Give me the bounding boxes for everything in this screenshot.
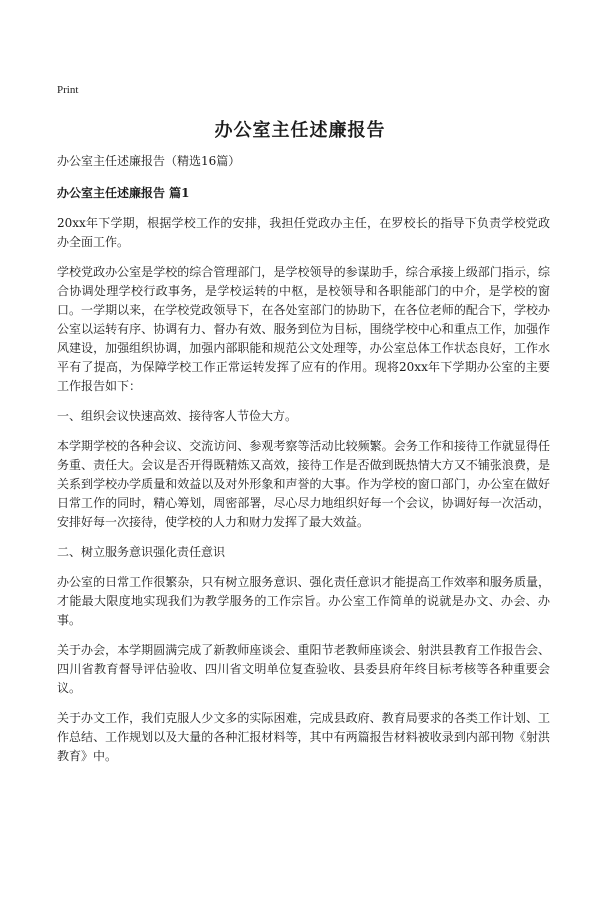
paragraph-office-role: 学校党政办公室是学校的综合管理部门，是学校领导的参谋助手，综合承接上级部门指示，综合协调处理学校行政事务，是学校运转的中枢，是校领导和各职能部门的中介，是学校的窗口。一学期以来，在学校党政领导下，在各处室部门的协助下，在各位老师的配合下，学校办公室以运转有序、协调有力、督办有效、服务到位为目标，围绕学校中心和重点工作，加强作风建设，加强组织协调，加强内部职能和规范公文处理等，办公室总体工作状态良好，工作水平有了提高，为保障学校工作正常运转发挥了应有的作用。现将20xx年下学期办公室的主要工作报告如下： (57, 265, 550, 393)
page-title: 办公室主任述廉报告 (214, 120, 386, 141)
paragraph-service: 办公室的日常工作很繁杂，只有树立服务意识、强化责任意识才能提高工作效率和服务质量，才能最大限度地实现我们为教学服务的工作宗旨。办公室工作简单的说就是办文、办会、办事。 (57, 575, 550, 627)
paragraph-documents: 关于办文工作，我们克服人少文多的实际困难，完成县政府、教育局要求的各类工作计划、工作总结、工作规划以及大量的各种汇报材料等，其中有两篇报告材料被收录到内部刊物《射洪教育》中。 (57, 711, 550, 763)
heading-meetings: 一、组织会议快速高效、接待客人节俭大方。 (57, 409, 298, 423)
document-body (57, 152, 550, 777)
print-link[interactable]: Print (57, 84, 79, 96)
section-title: 办公室主任述廉报告 篇1 (57, 186, 190, 200)
paragraph-meetings: 本学期学校的各种会议、交流访问、参观考察等活动比较频繁。会务工作和接待工作就显得任务重、责任大。会议是否开得既精炼又高效，接待工作是否做到既热情大方又不铺张浪费，是关系到学校办学质量和效益以及对外形象和声誉的大事。作为学校的窗口部门，办公室在做好日常工作的同时，精心筹划，周密部署，尽心尽力地组织好每一个会议，协调好每一次活动，安排好每一次接待，使学校的人力和财力发挥了最大效益。 (57, 439, 550, 529)
document-subtitle: 办公室主任述廉报告（精选16篇） (57, 154, 241, 168)
paragraph-conferences: 关于办会，本学期圆满完成了新教师座谈会、重阳节老教师座谈会、射洪县教育工作报告会、四川省教育督导评估验收、四川省文明单位复查验收、县委县府年终目标考核等各种重要会议。 (57, 643, 550, 695)
paragraph-intro: 20xx年下学期，根据学校工作的安排，我担任党政办主任，在罗校长的指导下负责学校党政办全面工作。 (57, 216, 550, 249)
heading-service: 二、树立服务意识强化责任意识 (57, 545, 226, 559)
